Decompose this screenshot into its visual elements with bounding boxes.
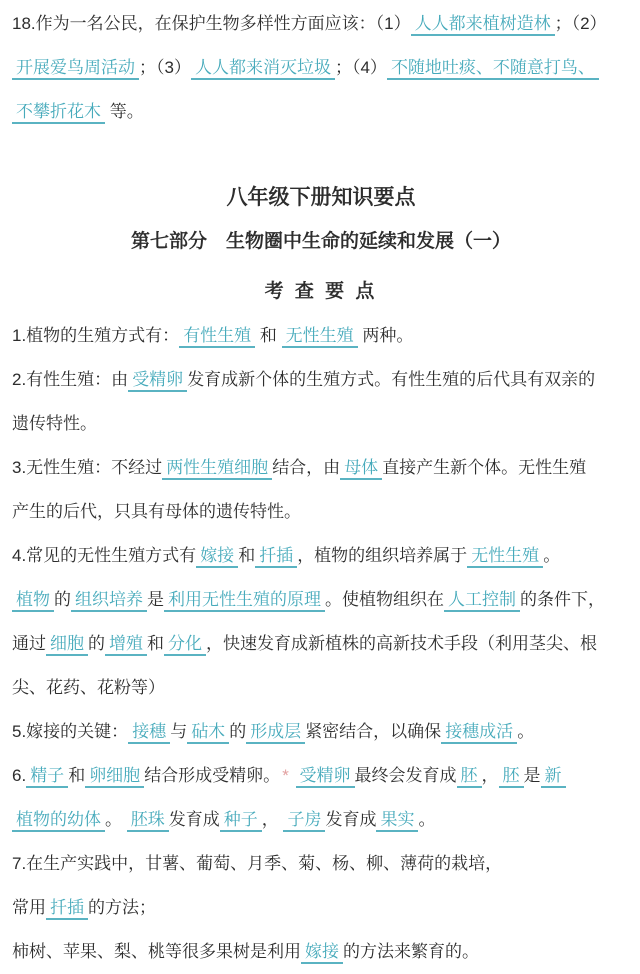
text-run: 遗传特性。 bbox=[12, 414, 97, 433]
answer-blank: 果实 bbox=[376, 810, 418, 832]
answer-blank: 接穗成活 bbox=[441, 722, 517, 744]
text-run: 尖、花药、花粉等） bbox=[12, 678, 165, 697]
point-1 bbox=[12, 314, 630, 358]
question-18-block bbox=[12, 2, 630, 134]
subsection-title: 考 查 要 点 bbox=[264, 281, 378, 302]
answer-blank: 胚 bbox=[457, 766, 482, 788]
text-run: 等。 bbox=[105, 102, 144, 121]
answer-blank: 子房 bbox=[283, 810, 325, 832]
text-run: 。使植物组织在 bbox=[325, 590, 444, 609]
text-run: 的条件下， bbox=[520, 590, 605, 609]
text-run: 最终会发育成 bbox=[354, 766, 457, 785]
answer-blank: 不随地吐痰、不随意打鸟、 bbox=[387, 58, 599, 80]
text-run: 和 bbox=[255, 326, 282, 345]
text-run: 发育成 bbox=[168, 810, 220, 829]
text-run: 发育成 bbox=[325, 810, 377, 829]
text-run: 是 bbox=[147, 590, 164, 609]
answer-blank: 卵细胞 bbox=[85, 766, 144, 788]
answer-blank: 种子 bbox=[220, 810, 262, 832]
text-run: 。 bbox=[418, 810, 436, 829]
answer-blank: 无性生殖 bbox=[282, 326, 358, 348]
text-run: 的 bbox=[88, 634, 105, 653]
answer-blank: 嫁接 bbox=[301, 942, 343, 964]
point-7 bbox=[12, 842, 630, 930]
answer-blank: 扦插 bbox=[46, 898, 88, 920]
point-3 bbox=[12, 446, 630, 534]
answer-blank: 嫁接 bbox=[196, 546, 238, 568]
section-title: 第七部分 生物圈中生命的延续和发展（一） bbox=[130, 231, 511, 252]
text-run: 结合形成受精卵。 bbox=[144, 766, 281, 785]
text-run bbox=[291, 766, 296, 785]
text-run: 6. bbox=[12, 766, 27, 785]
text-run: 7.在生产实践中，甘薯、葡萄、月季、菊、杨、柳、薄荷的栽培， bbox=[12, 854, 503, 873]
answer-blank: 无性生殖 bbox=[467, 546, 543, 568]
answer-blank: 胚 bbox=[499, 766, 524, 788]
text-run: 和 bbox=[68, 766, 86, 785]
point-2 bbox=[12, 358, 630, 446]
answer-blank: 增殖 bbox=[105, 634, 147, 656]
answer-blank: 有性生殖 bbox=[179, 326, 255, 348]
doc-title: 八年级下册知识要点 bbox=[226, 186, 416, 209]
text-run: 4.常见的无性生殖方式有 bbox=[12, 546, 197, 565]
text-run: ，快速发育成新植株的高新技术手段（利用茎尖、根 bbox=[206, 634, 597, 653]
text-run: 。 bbox=[105, 810, 127, 829]
answer-blank: 开展爱鸟周活动 bbox=[12, 58, 139, 80]
point-4 bbox=[12, 534, 630, 710]
text-run: 5.嫁接的关键： bbox=[12, 722, 129, 741]
answer-blank: 形成层 bbox=[246, 722, 305, 744]
question-18 bbox=[12, 2, 630, 134]
answer-blank: 植物的幼体 bbox=[12, 810, 105, 832]
text-run: 2.有性生殖：由 bbox=[12, 370, 129, 389]
key-points-list bbox=[12, 314, 630, 974]
answer-blank: 利用无性生殖的原理 bbox=[164, 590, 325, 612]
asterisk-marker: * bbox=[282, 766, 289, 785]
answer-blank: 砧木 bbox=[187, 722, 229, 744]
text-run: 直接产生新个体。无性生殖 bbox=[382, 458, 587, 477]
text-run: 常用 bbox=[12, 898, 46, 917]
answer-blank: 组织培养 bbox=[71, 590, 147, 612]
text-run: ， bbox=[481, 766, 499, 785]
answer-blank: 分化 bbox=[164, 634, 206, 656]
text-run: 发育成新个体的生殖方式。有性生殖的后代具有双亲的 bbox=[187, 370, 596, 389]
text-run: 结合，由 bbox=[272, 458, 341, 477]
point-5 bbox=[12, 710, 630, 754]
text-run: 产生的后代，只具有母体的遗传特性。 bbox=[12, 502, 301, 521]
text-run: ；（2） bbox=[554, 14, 607, 33]
point-6 bbox=[12, 754, 630, 842]
text-run: 18.作为一名公民，在保护生物多样性方面应该：（1） bbox=[12, 14, 411, 33]
answer-blank: 植物 bbox=[12, 590, 54, 612]
answer-blank: 新 bbox=[541, 766, 566, 788]
text-run: 和 bbox=[238, 546, 256, 565]
answer-blank: 人人都来消灭垃圾 bbox=[191, 58, 335, 80]
text-run: 的方法； bbox=[88, 898, 156, 917]
point-7-continued bbox=[12, 930, 630, 974]
text-run: 和 bbox=[147, 634, 164, 653]
text-run: ， bbox=[261, 810, 284, 829]
answer-blank: 母体 bbox=[340, 458, 382, 480]
text-run: 1.植物的生殖方式有： bbox=[12, 326, 180, 345]
text-run: 紧密结合，以确保 bbox=[305, 722, 442, 741]
answer-blank: 胚珠 bbox=[127, 810, 169, 832]
text-run: 两种。 bbox=[357, 326, 414, 345]
answer-blank: 人人都来植树造林 bbox=[411, 14, 555, 36]
text-run: 3.无性生殖：不经过 bbox=[12, 458, 163, 477]
text-run: 通过 bbox=[12, 634, 46, 653]
text-run: 。 bbox=[517, 722, 535, 741]
text-run: 的 bbox=[54, 590, 71, 609]
answer-blank: 受精卵 bbox=[128, 370, 187, 392]
answer-blank: 精子 bbox=[26, 766, 68, 788]
answer-blank: 细胞 bbox=[46, 634, 88, 656]
text-run: ，植物的组织培养属于 bbox=[297, 546, 468, 565]
text-run: 的 bbox=[229, 722, 247, 741]
answer-blank: 两性生殖细胞 bbox=[162, 458, 272, 480]
answer-blank: 接穗 bbox=[128, 722, 170, 744]
text-run: ；（3） bbox=[139, 58, 191, 77]
text-run: 是 bbox=[523, 766, 541, 785]
text-run: 的方法来繁育的。 bbox=[343, 942, 479, 961]
answer-blank: 受精卵 bbox=[296, 766, 355, 788]
text-run: ；（4） bbox=[334, 58, 387, 77]
answer-blank: 扦插 bbox=[255, 546, 297, 568]
text-run: 柿树、苹果、梨、桃等很多果树是利用 bbox=[12, 942, 301, 961]
text-run: 与 bbox=[170, 722, 188, 741]
text-run: 。 bbox=[543, 546, 561, 565]
answer-blank: 不攀折花木 bbox=[12, 102, 105, 124]
answer-blank: 人工控制 bbox=[444, 590, 520, 612]
